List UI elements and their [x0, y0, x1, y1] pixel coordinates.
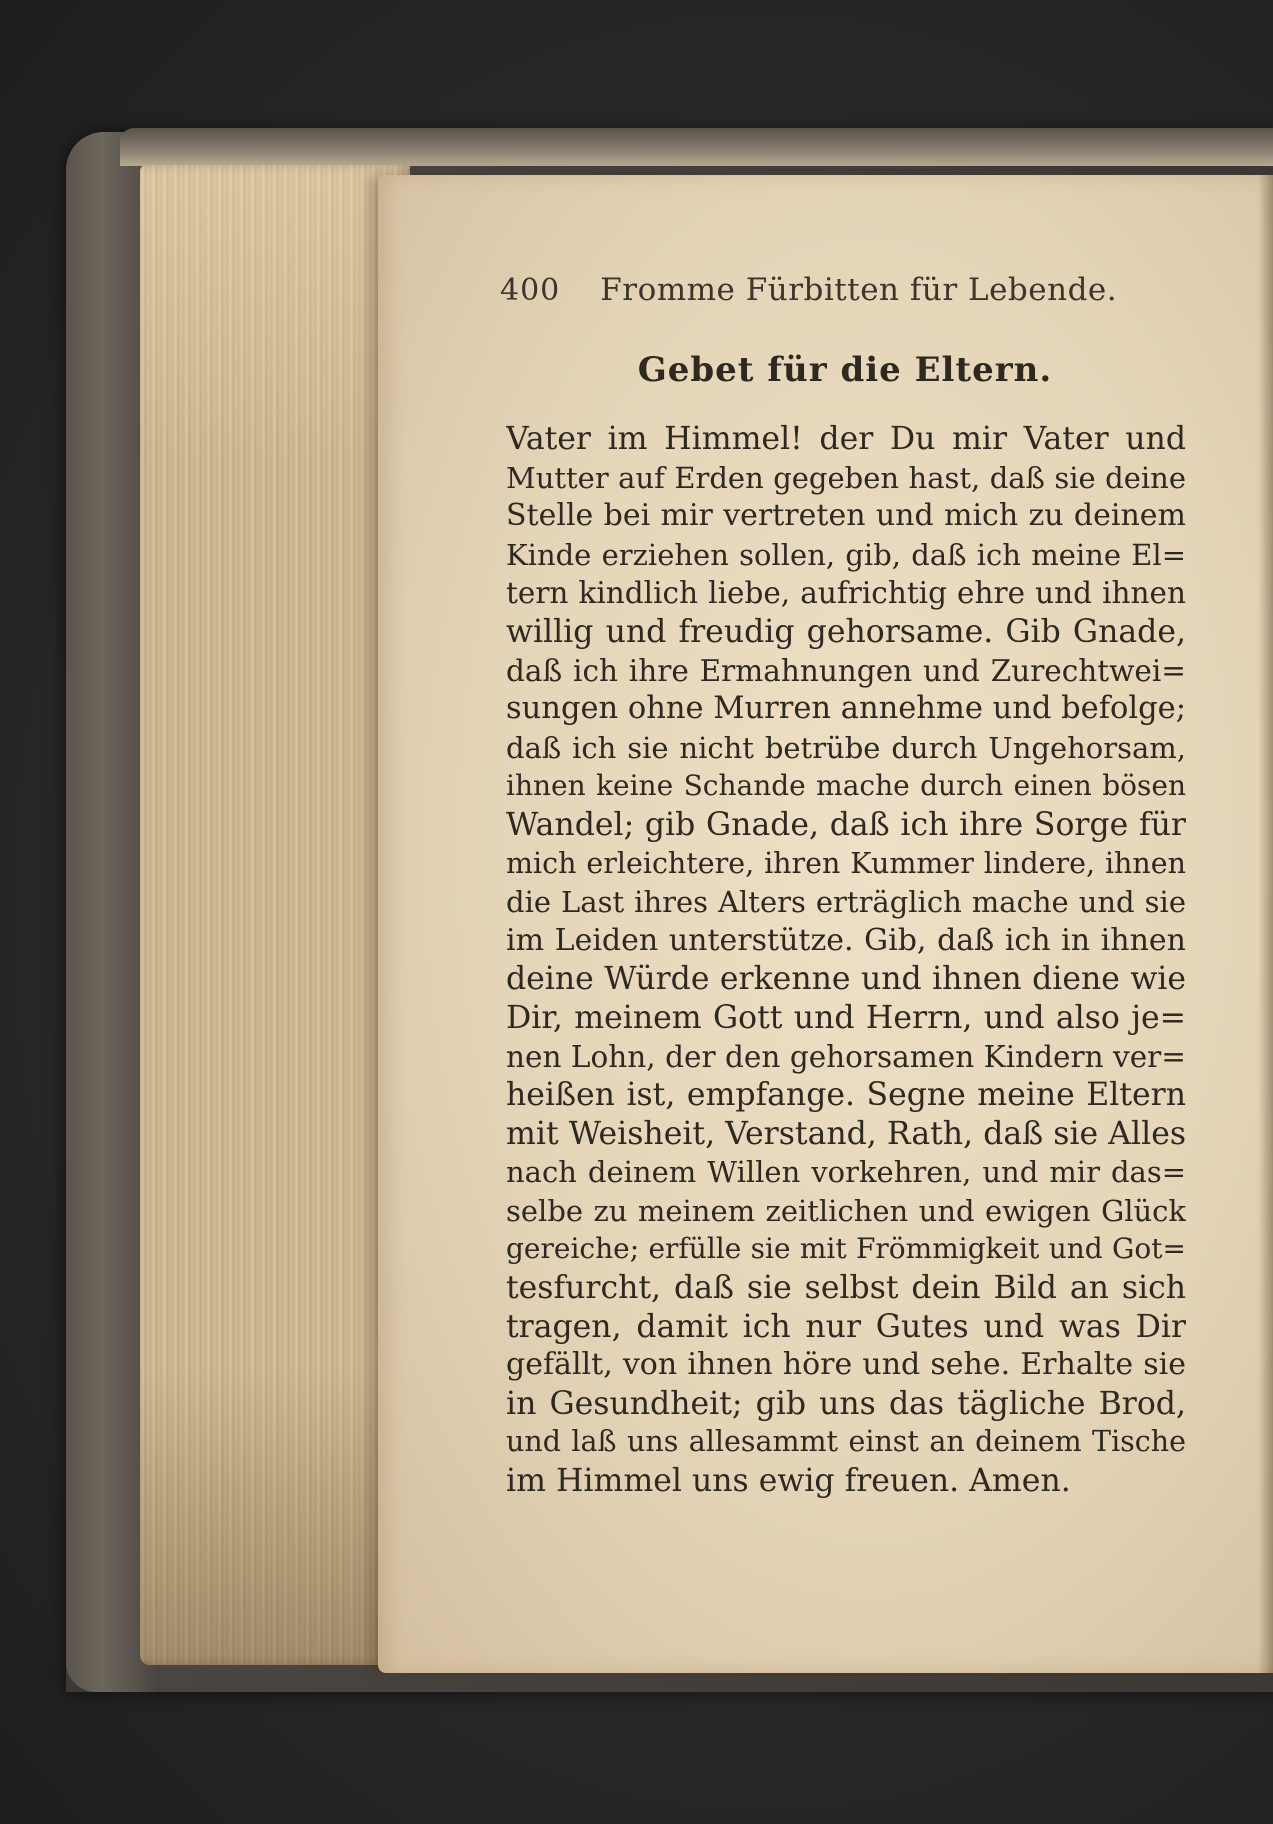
text-line: Mutter auf Erden gegeben hast, daß sie deine — [506, 460, 1186, 495]
text-line: gefällt, von ihnen höre und sehe. Erhalte sie — [506, 1347, 1186, 1383]
text-line: die Last ihres Alters erträglich mache und sie — [506, 885, 1186, 920]
running-head — [500, 272, 1190, 308]
text-line: tragen, damit ich nur Gutes und was Dir — [506, 1308, 1186, 1345]
text-line: deine Würde erkenne und ihnen diene wie — [506, 961, 1186, 998]
text-line: Wandel; gib Gnade, daß ich ihre Sorge für — [506, 806, 1186, 843]
running-title: Fromme Fürbitten für Lebende. — [600, 272, 1118, 308]
text-line: nach deinem Willen vorkehren, und mir das= — [506, 1155, 1186, 1190]
text-line: nen Lohn, der den gehorsamen Kindern ver= — [506, 1039, 1186, 1074]
text-line: daß ich ihre Ermahnungen und Zurechtwei= — [506, 653, 1186, 688]
text-line: mit Weisheit, Verstand, Rath, daß sie Alles — [506, 1115, 1186, 1152]
text-line: Kinde erziehen sollen, gib, daß ich meine El= — [506, 537, 1186, 572]
text-line: daß ich sie nicht betrübe durch Ungehorsam, — [506, 730, 1186, 765]
page-block-shading — [140, 165, 410, 1665]
text-line: Stelle bei mir vertreten und mich zu deinem — [506, 498, 1186, 534]
text-line: und laß uns allesammt einst an deinem Tische — [506, 1425, 1186, 1459]
text-line: Vater im Himmel! der Du mir Vater und — [506, 421, 1186, 457]
text-line: Dir, meinem Gott und Herrn, und also je= — [506, 999, 1186, 1036]
text-line: im Himmel uns ewig freuen. Amen. — [506, 1463, 1071, 1500]
text-line: im Leiden unterstütze. Gib, daß ich in ihnen — [506, 922, 1186, 958]
text-line: ihnen keine Schande mache durch einen bösen — [506, 769, 1186, 803]
prayer-text — [506, 420, 1186, 1501]
text-line: tern kindlich liebe, aufrichtig ehre und ihnen — [506, 576, 1186, 611]
text-line: heißen ist, empfange. Segne meine Eltern — [506, 1077, 1186, 1114]
text-line: willig und freudig gehorsame. Gib Gnade, — [506, 613, 1186, 650]
text-line: in Gesundheit; gib uns das tägliche Brod, — [506, 1385, 1186, 1422]
cover-top-edge — [120, 128, 1273, 166]
text-line: sungen ohne Murren annehme und befolge; — [506, 691, 1186, 727]
text-line: selbe zu meinem zeitlichen und ewigen Glück — [506, 1193, 1186, 1228]
page-number: 400 — [500, 273, 561, 308]
page-gutter-shadow — [1258, 175, 1273, 1673]
text-line: tesfurcht, daß sie selbst dein Bild an sich — [506, 1270, 1186, 1307]
text-line: gereiche; erfülle sie mit Frömmigkeit und Got= — [506, 1232, 1186, 1266]
text-line: mich erleichtere, ihren Kummer lindere, ihnen — [506, 846, 1186, 880]
prayer-heading: Gebet für die Eltern. — [637, 350, 1053, 390]
